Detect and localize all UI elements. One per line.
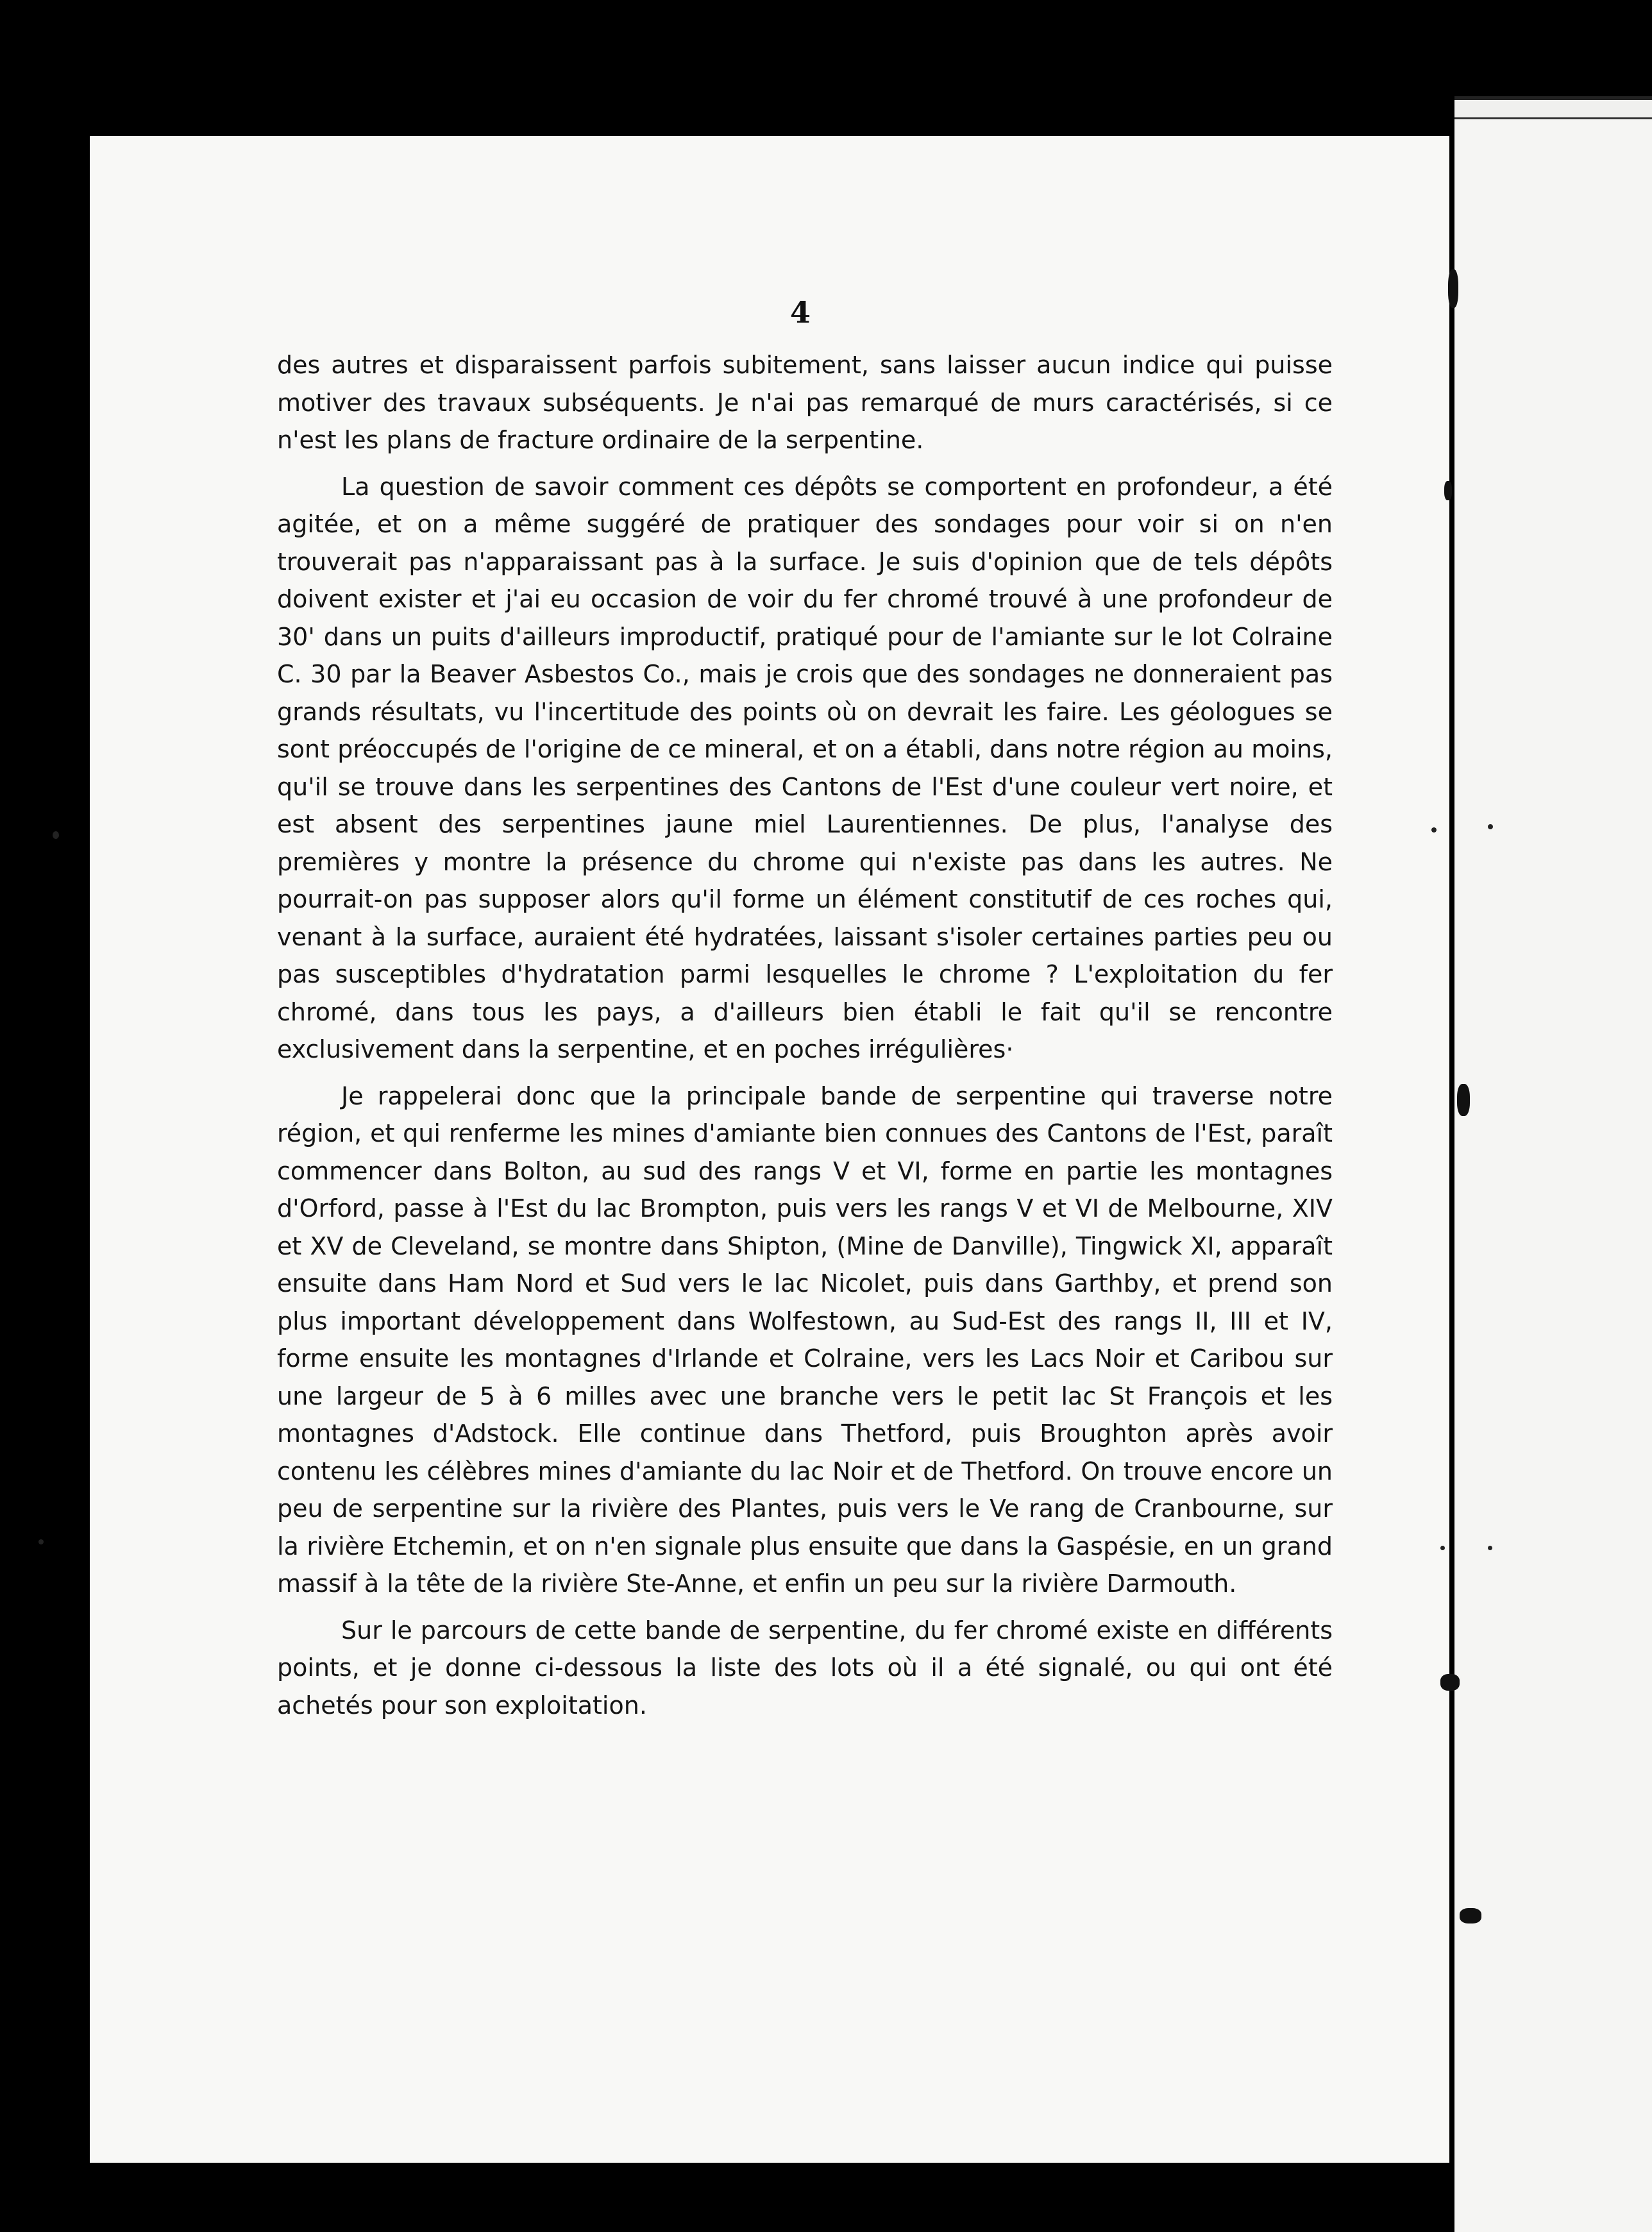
scan-speck [53,831,59,839]
gutter-mark [1457,1084,1470,1116]
paragraph-4: Sur le parcours de cette bande de serpentine, du fer chromé existe en différents points, et je donne ci-dessous la liste des lots où il a été signalé, ou qui ont été achetés pour son exploitation. [277,1616,1333,1720]
page-number: 4 [789,295,811,330]
body-text [277,346,1333,1733]
gutter-mark [1460,1908,1481,1923]
paragraph-1: des autres et disparaissent parfois subitement, sans laisser aucun indice qui puisse motiver des travaux subséquents. Je n'ai pas remarqué de murs caractérisés, si ce n'est les plans de fracture ordinaire de la serpentine. [277,351,1333,454]
paragraph-2: La question de savoir comment ces dépôts se comportent en profondeur, a été agitée, et on a même suggéré de pratiquer des sondages pour voir si on n'en trouverait pas n'apparaissant pas à la surface. Je suis d'opinion que de tels dépôts doivent exister et j'ai eu occasion de voir du fer chromé trouvé à une profondeur de 30' dans un puits d'ailleurs improductif, pratiqué pour de l'amiante sur le lot Colraine C. 30 par la Beaver Asbestos Co., mais je crois que des sondages ne donneraient pas grands résultats, vu l'incertitude des points où on devrait les faire. Les géologues se sont préoccupés de l'origine de ce mineral, et on a établi, dans notre région au moins, qu'il se trouve dans les serpentines des Cantons de l'Est d'une couleur vert noire, et est absent des serpentines jaune miel Laurentiennes. De plus, l'analyse des premières y montre la présence du chrome qui n'existe pas dans les autres. Ne pourrait-on pas supposer alors qu'il forme un élément constitutif de ces roches qui, venant à la surface, auraient été hydratées, laissant s'isoler certaines parties peu ou pas susceptibles d'hydratation parmi lesquelles le chrome ? L'exploitation du fer chromé, dans tous les pays, a d'ailleurs bien établi le fait qu'il se rencontre exclusivement dans la serpentine, et en poches irrégulières· [277,472,1333,1063]
scan-speck [1488,824,1493,829]
gutter-mark [1440,1674,1460,1691]
scan-speck [1440,1546,1445,1550]
scan-speck [38,1539,44,1544]
facing-page [1454,96,1652,2232]
gutter-mark [1448,269,1458,308]
gutter-mark [1444,481,1452,500]
scan-speck [1488,1546,1492,1550]
scan-speck [1431,827,1437,833]
paragraph-3: Je rappelerai donc que la principale bande de serpentine qui traverse notre région, et qui renferme les mines d'amiante bien connues des Cantons de l'Est, paraît commencer dans Bolton, au sud des rangs V et VI, forme en partie les montagnes d'Orford, passe à l'Est du lac Brompton, puis vers les rangs V et VI de Melbourne, XIV et XV de Cleveland, se montre dans Shipton, (Mine de Danville), Tingwick XI, apparaît ensuite dans Ham Nord et Sud vers le lac Nicolet, puis dans Garthby, et prend son plus important développement dans Wolfestown, au Sud-Est des rangs II, III et IV, forme ensuite les montagnes d'Irlande et Colraine, vers les Lacs Noir et Caribou sur une largeur de 5 à 6 milles avec une branche vers le petit lac St François et les montagnes d'Adstock. Elle continue dans Thetford, puis Broughton après avoir contenu les célèbres mines d'amiante du lac Noir et de Thetford. On trouve encore un peu de serpentine sur la rivière des Plantes, puis vers le Ve rang de Cranbourne, sur la rivière Etchemin, et on n'en signale plus ensuite que dans la Gaspésie, en un grand massif à la tête de la rivière Ste-Anne, et enfin un peu sur la rivière Darmouth. [277,1081,1333,1598]
facing-page-top-edge [1454,96,1652,119]
